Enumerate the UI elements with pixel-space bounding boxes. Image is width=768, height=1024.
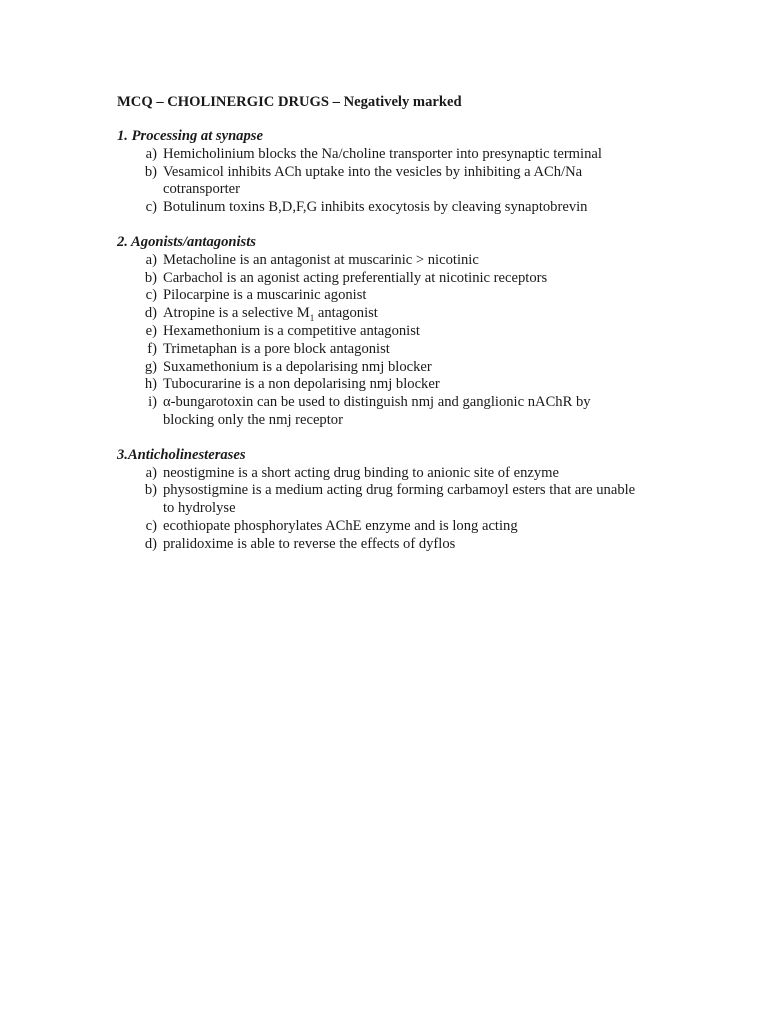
item-text: Pilocarpine is a muscarinic agonist	[163, 287, 367, 304]
item-text: Hexamethonium is a competitive antagonist	[163, 322, 420, 339]
question-list	[117, 146, 637, 217]
item-text: ecothiopate phosphorylates AChE enzyme and is long acting	[163, 517, 518, 534]
section-heading: 3.Anticholinesterases	[117, 446, 246, 463]
item-text: Metacholine is an antagonist at muscarinic > nicotinic	[163, 251, 479, 268]
list-item	[117, 164, 637, 200]
item-text: Trimetaphan is a pore block antagonist	[163, 340, 390, 357]
question-list	[117, 465, 637, 554]
section-heading: 1. Processing at synapse	[117, 128, 263, 144]
item-text	[163, 305, 637, 323]
list-item	[117, 359, 637, 377]
item-letter: c)	[145, 199, 157, 216]
list-item	[117, 287, 637, 305]
item-letter: i)	[148, 394, 157, 411]
item-text-before: Atropine is a selective M	[163, 305, 310, 322]
list-item	[117, 305, 637, 323]
list-item	[117, 270, 637, 288]
item-letter: b)	[144, 163, 157, 180]
section-agonists-antagonists	[117, 234, 637, 430]
item-text: pralidoxime is able to reverse the effects of dyflos	[163, 535, 456, 552]
item-letter: d)	[144, 305, 157, 322]
item-letter: c)	[145, 517, 157, 534]
item-letter: a)	[145, 145, 157, 162]
item-text: α-bungarotoxin can be used to distinguish nmj and ganglionic nAChR by blocking only the nmj receptor	[163, 394, 591, 428]
item-text: Tubocurarine is a non depolarising nmj blocker	[163, 376, 440, 393]
item-letter: b)	[144, 269, 157, 286]
document-page	[117, 94, 637, 571]
item-text: Carbachol is an agonist acting preferentially at nicotinic receptors	[163, 269, 548, 286]
question-list	[117, 252, 637, 430]
list-item	[117, 323, 637, 341]
section-processing-at-synapse	[117, 128, 637, 217]
list-item	[117, 376, 637, 394]
section-anticholinesterases	[117, 447, 637, 554]
item-letter: g)	[144, 358, 157, 375]
item-letter: c)	[145, 287, 157, 304]
item-text-after: antagonist	[314, 305, 378, 322]
item-text: Botulinum toxins B,D,F,G inhibits exocytosis by cleaving synaptobrevin	[163, 199, 588, 216]
list-item	[117, 252, 637, 270]
list-item	[117, 199, 637, 217]
item-text: physostigmine is a medium acting drug forming carbamoyl esters that are unable to hydrolyse	[163, 482, 636, 517]
item-letter: f)	[147, 340, 157, 357]
list-item	[117, 394, 637, 430]
item-letter: a)	[145, 464, 157, 481]
item-text: Suxamethonium is a depolarising nmj blocker	[163, 358, 432, 375]
list-item	[117, 146, 637, 164]
item-text: neostigmine is a short acting drug binding to anionic site of enzyme	[163, 464, 559, 481]
list-item	[117, 482, 637, 518]
item-letter: e)	[145, 322, 157, 339]
subscript: 1	[309, 313, 315, 324]
document-title: MCQ – CHOLINERGIC DRUGS – Negatively marked	[117, 94, 462, 110]
section-heading: 2. Agonists/antagonists	[117, 233, 256, 250]
list-item	[117, 518, 637, 536]
item-letter: d)	[144, 535, 157, 552]
item-letter: b)	[144, 482, 157, 499]
item-text: Hemicholinium blocks the Na/choline transporter into presynaptic terminal	[163, 145, 602, 162]
item-text: Vesamicol inhibits ACh uptake into the vesicles by inhibiting a ACh/Na cotransporter	[163, 163, 583, 198]
list-item	[117, 341, 637, 359]
item-letter: a)	[145, 251, 157, 268]
list-item	[117, 465, 637, 483]
list-item	[117, 536, 637, 554]
item-letter: h)	[144, 376, 157, 393]
